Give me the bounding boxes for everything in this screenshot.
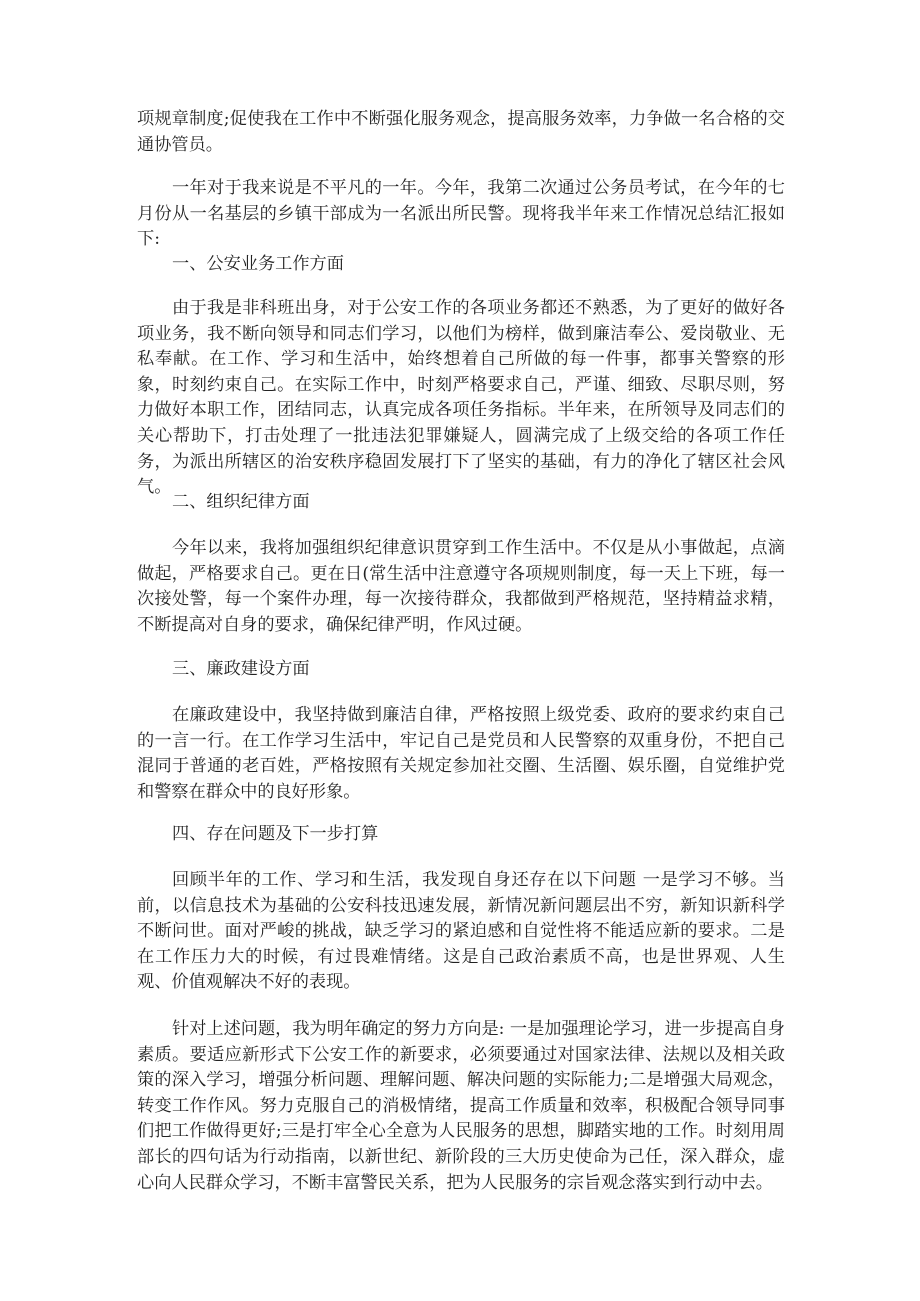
section-heading-problems: 四、存在问题及下一步打算 [172, 824, 379, 844]
paragraph-police-work: 由于我是非科班出身，对于公安工作的各项业务都还不熟悉，为了更好的做好各项业务，我不断向领导和同志们学习，以他们为榜样，做到廉洁奉公、爱岗敬业、无私奉献。在工作、学习和生活中，始终想着自己所做的每一件事，都事关警察的形象，时刻约束自己。在实际工作中，时刻严格要求自己，严谨、细致、尽职尽则，努力做好本职工作，团结同志，认真完成各项任务指标。半年来，在所领导及同志们的关心帮助下，打击处理了一批违法犯罪嫌疑人，圆满完成了上级交给的各项工作任务，为派出所辖区的治安秩序稳固发展打下了坚实的基础，有力的净化了辖区社会风气。 [137, 298, 785, 498]
paragraph-discipline: 今年以来，我将加强组织纪律意识贯穿到工作生活中。不仅是从小事做起，点滴做起，严格要求自己。更在日(常生活中注意遵守各项规则制度，每一天上下班，每一次接处警，每一个案件办理，每一次接待群众，我都做到严格规范，坚持精益求精，不断提高对自身的要求，确保纪律严明，作风过硬。 [137, 538, 785, 635]
paragraph-problems: 回顾半年的工作、学习和生活，我发现自身还存在以下问题 一是学习不够。当前，以信息技术为基础的公安科技迅速发展，新情况新问题层出不穷，新知识新科学不断问世。面对严峻的挑战，缺乏学习的紧迫感和自觉性将不能适应新的要求。二是在工作压力大的时候，有过畏难情绪。这是自己政治素质不高，也是世界观、人生观、价值观解决不好的表现。 [137, 870, 785, 993]
section-heading-integrity: 三、廉政建设方面 [172, 659, 310, 679]
section-heading-discipline: 二、组织纪律方面 [172, 492, 310, 512]
continuation-paragraph: 项规章制度;促使我在工作中不断强化服务观念，提高服务效率，力争做一名合格的交通协管员。 [137, 109, 785, 155]
paragraph-plans: 针对上述问题，我为明年确定的努力方向是: 一是加强理论学习，进一步提高自身素质。要适应新形式下公安工作的新要求，必须要通过对国家法律、法规以及相关政策的深入学习，增强分析问题、理解问题、解决问题的实际能力;二是增强大局观念，转变工作作风。努力克服自己的消极情绪，提高工作质量和效率，积极配合领导同事们把工作做得更好;三是打牢全心全意为人民服务的思想，脚踏实地的工作。时刻用周部长的四句话为行动指南，以新世纪、新阶段的三大历史使命为己任，深入群众，虚心向人民群众学习，不断丰富警民关系，把为人民服务的宗旨观念落实到行动中去。 [137, 1019, 785, 1193]
section-heading-police-work: 一、公安业务工作方面 [172, 254, 344, 274]
paragraph-integrity: 在廉政建设中，我坚持做到廉洁自律，严格按照上级党委、政府的要求约束自己的一言一行。在工作学习生活中，牢记自己是党员和人民警察的双重身份，不把自己混同于普通的老百姓，严格按照有关规定参加社交圈、生活圈、娱乐圈，自觉维护党和警察在群众中的良好形象。 [137, 705, 785, 802]
intro-paragraph: 一年对于我来说是不平凡的一年。今年，我第二次通过公务员考试，在今年的七月份从一名基层的乡镇干部成为一名派出所民警。现将我半年来工作情况总结汇报如下: [137, 178, 785, 250]
